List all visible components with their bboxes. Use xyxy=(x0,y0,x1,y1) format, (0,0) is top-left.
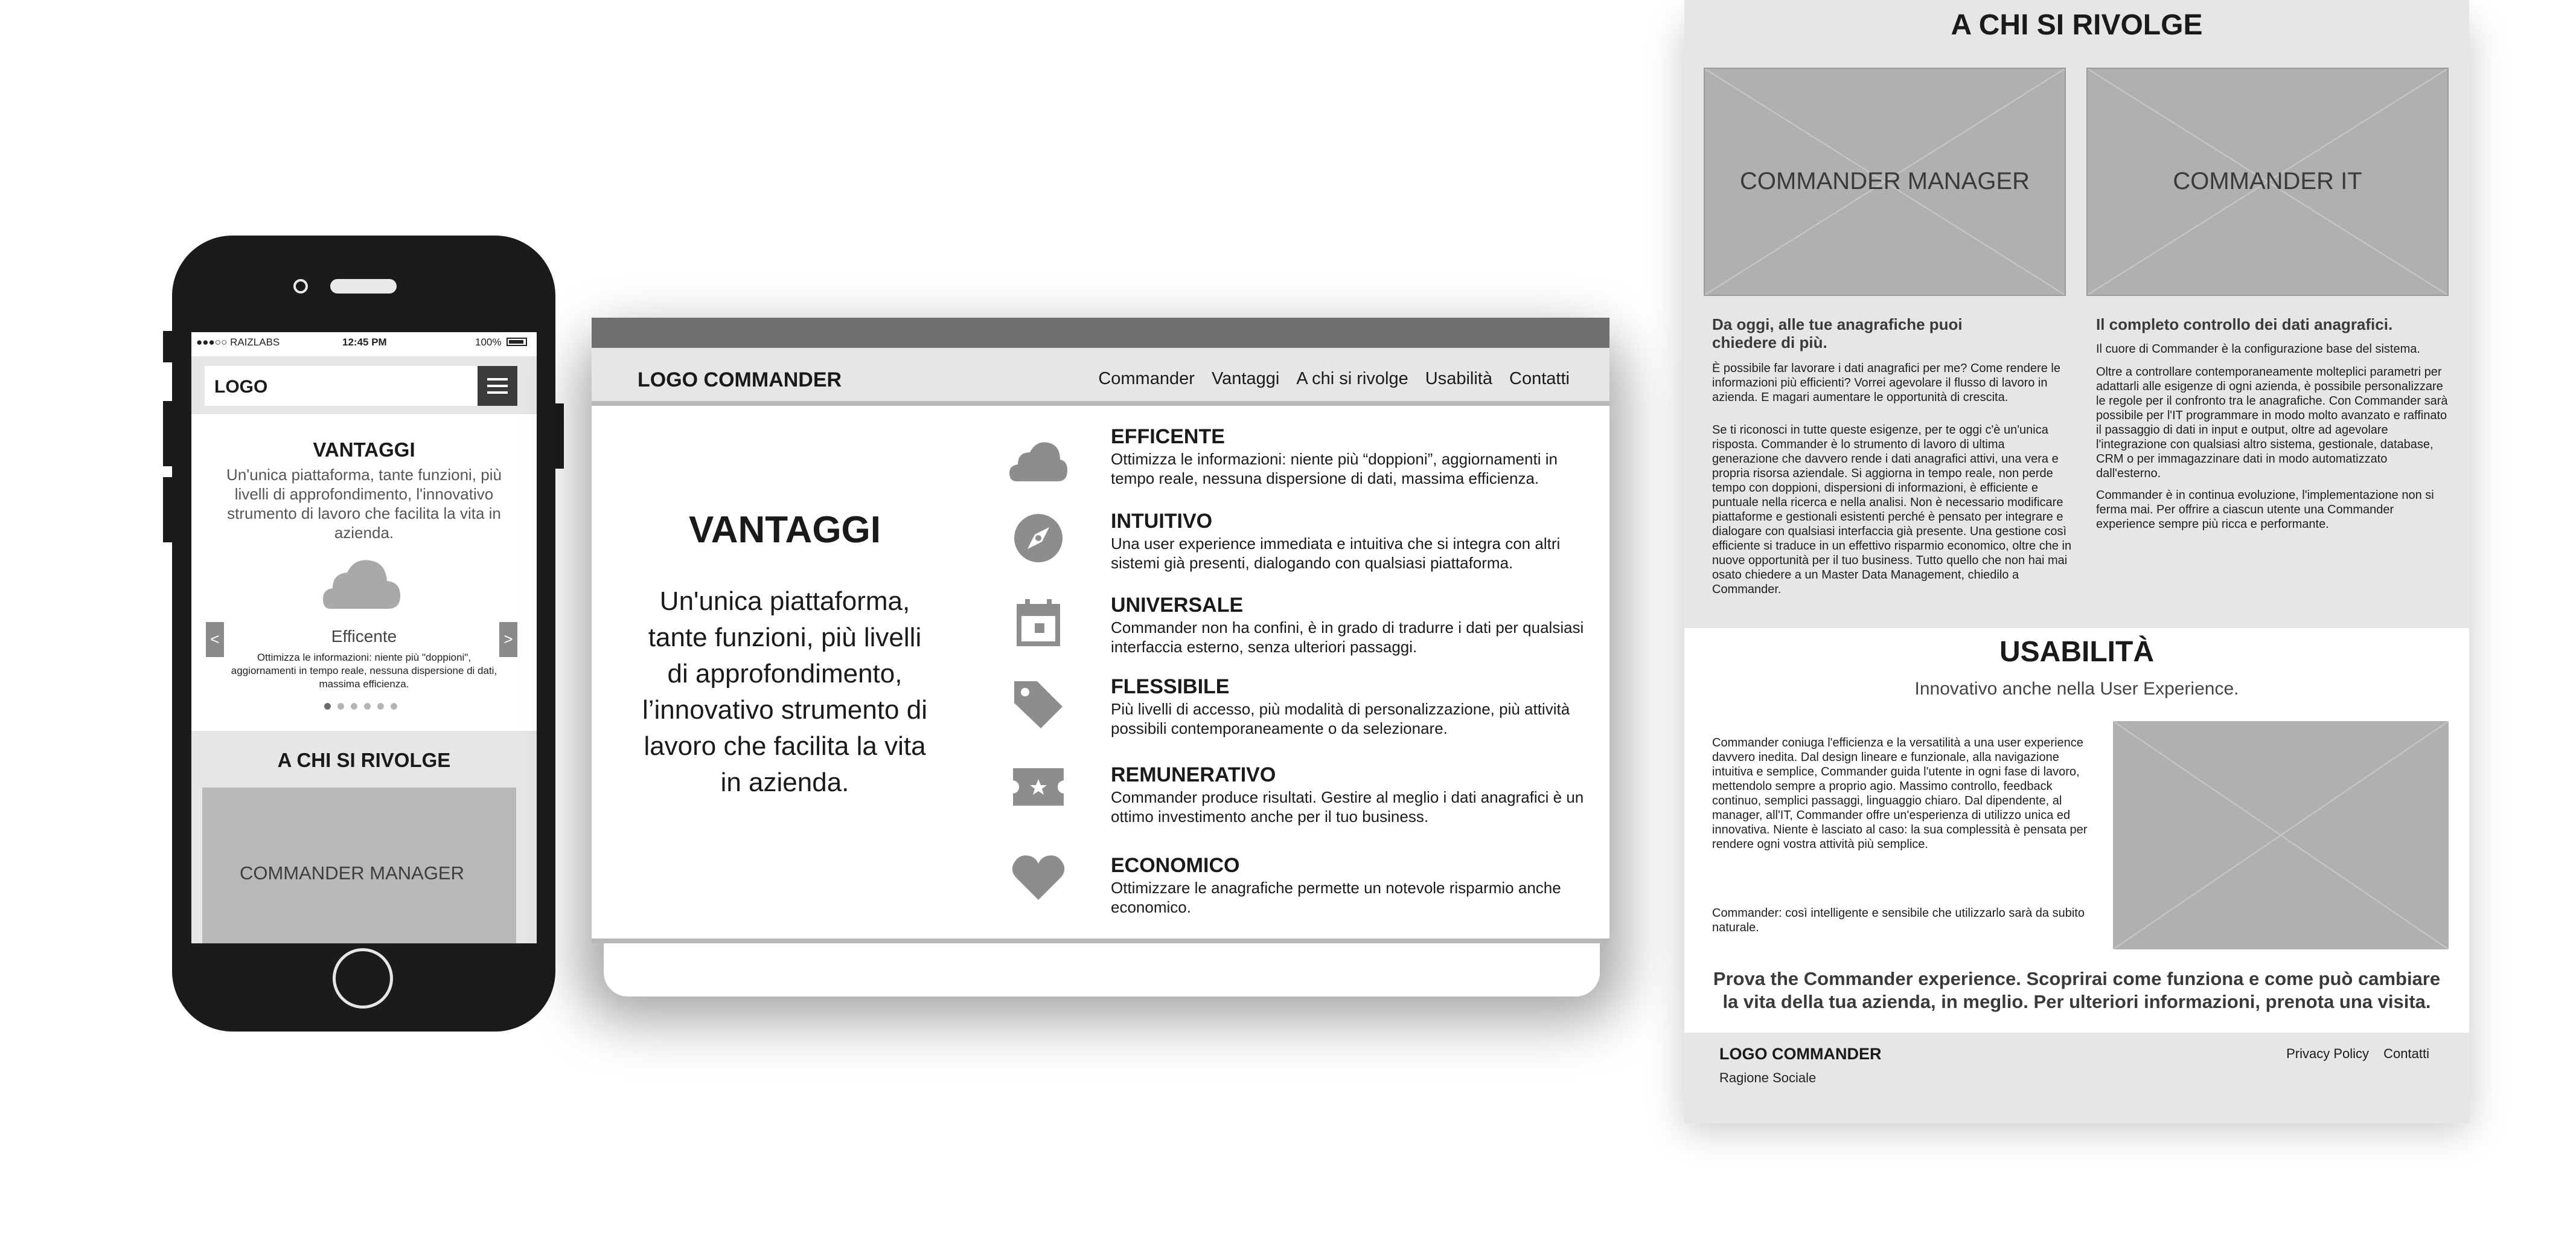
feature-title: UNIVERSALE xyxy=(1111,594,1244,617)
carousel-prev-button[interactable]: < xyxy=(206,622,224,657)
card-label: COMMANDER MANAGER xyxy=(239,862,464,884)
carousel-dot[interactable] xyxy=(364,703,371,710)
mobile-logo[interactable]: LOGO xyxy=(214,377,268,397)
mobile-screen xyxy=(191,332,537,943)
feature-title: FLESSIBILE xyxy=(1111,675,1230,698)
carousel-dot[interactable] xyxy=(337,703,344,710)
carousel-dot[interactable] xyxy=(391,703,397,710)
phone-mockup xyxy=(172,236,555,1032)
compass-icon xyxy=(1008,511,1069,565)
carousel-feature-text: Ottimizza le informazioni: niente più "doppioni", aggiornamenti in tempo reale, nessuna dispersione di dati, massima efficienza. xyxy=(231,652,497,690)
desktop-menu xyxy=(1086,369,1570,389)
carousel-next-button[interactable]: > xyxy=(499,622,517,657)
feature-text: Ottimizza le informazioni: niente più “doppioni”, aggiornamenti in tempo reale, nessuna dispersione di dati, massima efficienza. xyxy=(1111,450,1558,487)
status-time: 12:45 PM xyxy=(342,336,387,348)
mobile-chi-title: A CHI SI RIVOLGE xyxy=(277,749,451,771)
heart-icon xyxy=(1008,849,1069,903)
feature-title: REMUNERATIVO xyxy=(1111,763,1276,786)
phone-home-button[interactable] xyxy=(333,948,393,1009)
manager-paragraph-2: Se ti riconosci in tutte queste esigenze, per te oggi c'è un'unica risposta. Commander è lo strumento di lavoro di ultima generazione che davvero rende i dati anagrafici attivi, una vera e propria risorsa aziendale. Si aggiorna in tempo reale, non perde tempo con doppioni, dispersioni di informazioni, è efficiente e puntuale nella ricerca e nella analisi. Non è necessario modificare piattaforme e gestionali esistenti perché è pensato per integrare e dialogare con qualsiasi interfaccia già presente. Una gestione così efficiente si traduce in un effettivo risparmio economico, oltre che in nuove opportunità per il tuo business. Tutto quello che non hai mai osato chiedere a un Master Data Management, chiedilo a Commander. xyxy=(1712,423,2072,596)
it-column-title: Il completo controllo dei dati anagrafici. xyxy=(2096,315,2393,333)
cta-text: Prova the Commander experience. Scoprirai come funziona e come può cambiare la vita della tua azienda, in meglio. Per ulteriori informazioni, prenota una visita. xyxy=(1713,968,2441,1012)
commander-it-card[interactable] xyxy=(2086,68,2449,296)
tag-icon xyxy=(1008,676,1069,731)
carousel-dot[interactable] xyxy=(377,703,384,710)
cloud-icon xyxy=(323,557,401,611)
calendar-icon xyxy=(1008,595,1069,650)
desktop-vantaggi-text: Un'unica piattaforma, tante funzioni, più livelli di approfondimento, l’innovativo strumento di lavoro che facilita la vita in azienda. xyxy=(642,586,927,797)
image-placeholder-icon xyxy=(2113,721,2449,949)
nav-link-contatti[interactable]: Contatti xyxy=(1509,369,1570,388)
battery-icon xyxy=(507,338,527,346)
mobile-commander-manager-card[interactable] xyxy=(202,788,516,943)
phone-camera xyxy=(293,279,308,294)
carrier-label: ●●●○○ RAIZLABS xyxy=(196,336,280,348)
commander-manager-card[interactable] xyxy=(1704,68,2066,296)
desktop-bottom-border xyxy=(592,939,1609,943)
carousel-feature-title: Efficente xyxy=(331,627,397,646)
desktop-vantaggi-title: VANTAGGI xyxy=(688,509,881,551)
feature-title: ECONOMICO xyxy=(1111,854,1240,877)
tablet-page-mockup xyxy=(1684,0,2469,1123)
usabilita-title: USABILITÀ xyxy=(1999,636,2154,668)
nav-link-commander[interactable]: Commander xyxy=(1098,369,1195,388)
phone-power-button xyxy=(554,403,564,469)
mobile-vantaggi-text: Un'unica piattaforma, tante funzioni, più livelli di approfondimento, l'innovativo strumento di lavoro che facilita la vita in azienda. xyxy=(226,466,502,542)
phone-speaker xyxy=(330,279,397,294)
cloud-icon xyxy=(1008,435,1069,490)
usabilita-subtitle: Innovativo anche nella User Experience. xyxy=(1914,679,2239,699)
phone-volume-down-button xyxy=(163,477,173,542)
usabilita-image-placeholder xyxy=(2113,721,2449,949)
mobile-header xyxy=(205,366,517,406)
carousel-pagination[interactable] xyxy=(324,703,409,711)
phone-volume-up-button xyxy=(163,401,173,466)
manager-paragraph-1: È possibile far lavorare i dati anagrafici per me? Come rendere le informazioni più efficienti? Vorrei agevolare il flusso di lavoro in azienda. E magari aumentare le opportunità di crescita. xyxy=(1712,362,2060,404)
card-label: COMMANDER IT xyxy=(2173,168,2362,194)
desktop-logo[interactable]: LOGO COMMANDER xyxy=(638,368,842,391)
it-paragraph-2: Oltre a controllare contemporaneamente molteplici parametri per adattarli alle esigenze di ogni azienda, è possibile personalizzare le regole per il confronto tra le anagrafiche. Con Commander sarà possibile per l'IT programmare in modo molto avanzato e raffinato il passaggio di dati in input e output, oltre ad agevolare l'integrazione con qualsiasi altro sistema, gestionale, database, CRM o per immagazzinare dati in modo automatizzato dall'esterno. xyxy=(2096,365,2448,480)
nav-link-chi-si-rivolge[interactable]: A chi si rivolge xyxy=(1296,369,1408,388)
carousel-dot[interactable] xyxy=(351,703,357,710)
usabilita-paragraph-1: Commander coniuga l'efficienza e la versatilità a una user experience davvero inedita. Dal design lineare e funzionale, alla navigazione intuitiva e semplice, Commander guida l'utente in ogni fase di lavoro, mettendolo sempre a proprio agio. Massimo controllo, feedback continuo, semplici passaggi, linguaggio chiaro. Dal dipendente, al manager, all'IT, Commander offre un'esperienza di utilizzo unica ed innovativa. Niente è lasciato al caso: la sua complessità è pensata per rendere ogni vostra attività più semplice. xyxy=(1712,736,2088,851)
mobile-vantaggi-title: VANTAGGI xyxy=(313,438,415,461)
phone-mute-switch xyxy=(163,331,173,362)
footer-ragione-sociale: Ragione Sociale xyxy=(1719,1070,1817,1085)
nav-link-vantaggi[interactable]: Vantaggi xyxy=(1211,369,1280,388)
nav-link-usabilita[interactable]: Usabilità xyxy=(1425,369,1492,388)
status-bar xyxy=(191,332,537,351)
feature-text: Commander non ha confini, è in grado di tradurre i dati per qualsiasi interfaccia esterno, senza ulteriori passaggi. xyxy=(1111,618,1584,656)
footer-link-contatti[interactable]: Contatti xyxy=(2383,1046,2429,1061)
battery-percent: 100% xyxy=(475,336,502,348)
feature-title: INTUITIVO xyxy=(1111,510,1213,533)
it-paragraph-1: Il cuore di Commander è la configurazione base del sistema. xyxy=(2096,342,2420,356)
feature-text: Una user experience immediata e intuitiva che si integra con altri sistemi già presenti, dialogando con qualsiasi piattaforma. xyxy=(1111,534,1561,572)
usabilita-paragraph-2: Commander: così intelligente e sensibile che utilizzarlo sarà da subito naturale. xyxy=(1712,907,2085,934)
desktop-navbar xyxy=(592,348,1609,406)
hamburger-menu-icon[interactable] xyxy=(478,366,517,406)
desktop-mockup xyxy=(592,318,1609,943)
footer-links xyxy=(2275,1046,2429,1062)
carousel-dot[interactable] xyxy=(324,703,331,710)
tablet-chi-title: A CHI SI RIVOLGE xyxy=(1951,9,2203,41)
feature-text: Più livelli di accesso, più modalità di personalizzazione, più attività possibili contemporaneamente o da selezionare. xyxy=(1111,700,1570,737)
footer-logo[interactable]: LOGO COMMANDER xyxy=(1719,1045,1882,1063)
it-paragraph-3: Commander è in continua evoluzione, l'implementazione non si ferma mai. Per offrire a ciascun utente una Commander experience sempre più ricca e performante. xyxy=(2096,489,2434,531)
browser-top-bar xyxy=(592,318,1609,348)
card-label: COMMANDER MANAGER xyxy=(1739,168,2030,194)
ticket-icon xyxy=(1008,760,1069,814)
feature-text: Ottimizzare le anagrafiche permette un notevole risparmio anche economico. xyxy=(1111,879,1561,916)
feature-title: EFFICENTE xyxy=(1111,425,1225,448)
footer-link-privacy[interactable]: Privacy Policy xyxy=(2286,1046,2370,1061)
feature-text: Commander produce risultati. Gestire al meglio i dati anagrafici è un ottimo investimento anche per il tuo business. xyxy=(1111,788,1584,826)
manager-column-title: Da oggi, alle tue anagrafiche puoi chiedere di più. xyxy=(1712,315,1963,351)
